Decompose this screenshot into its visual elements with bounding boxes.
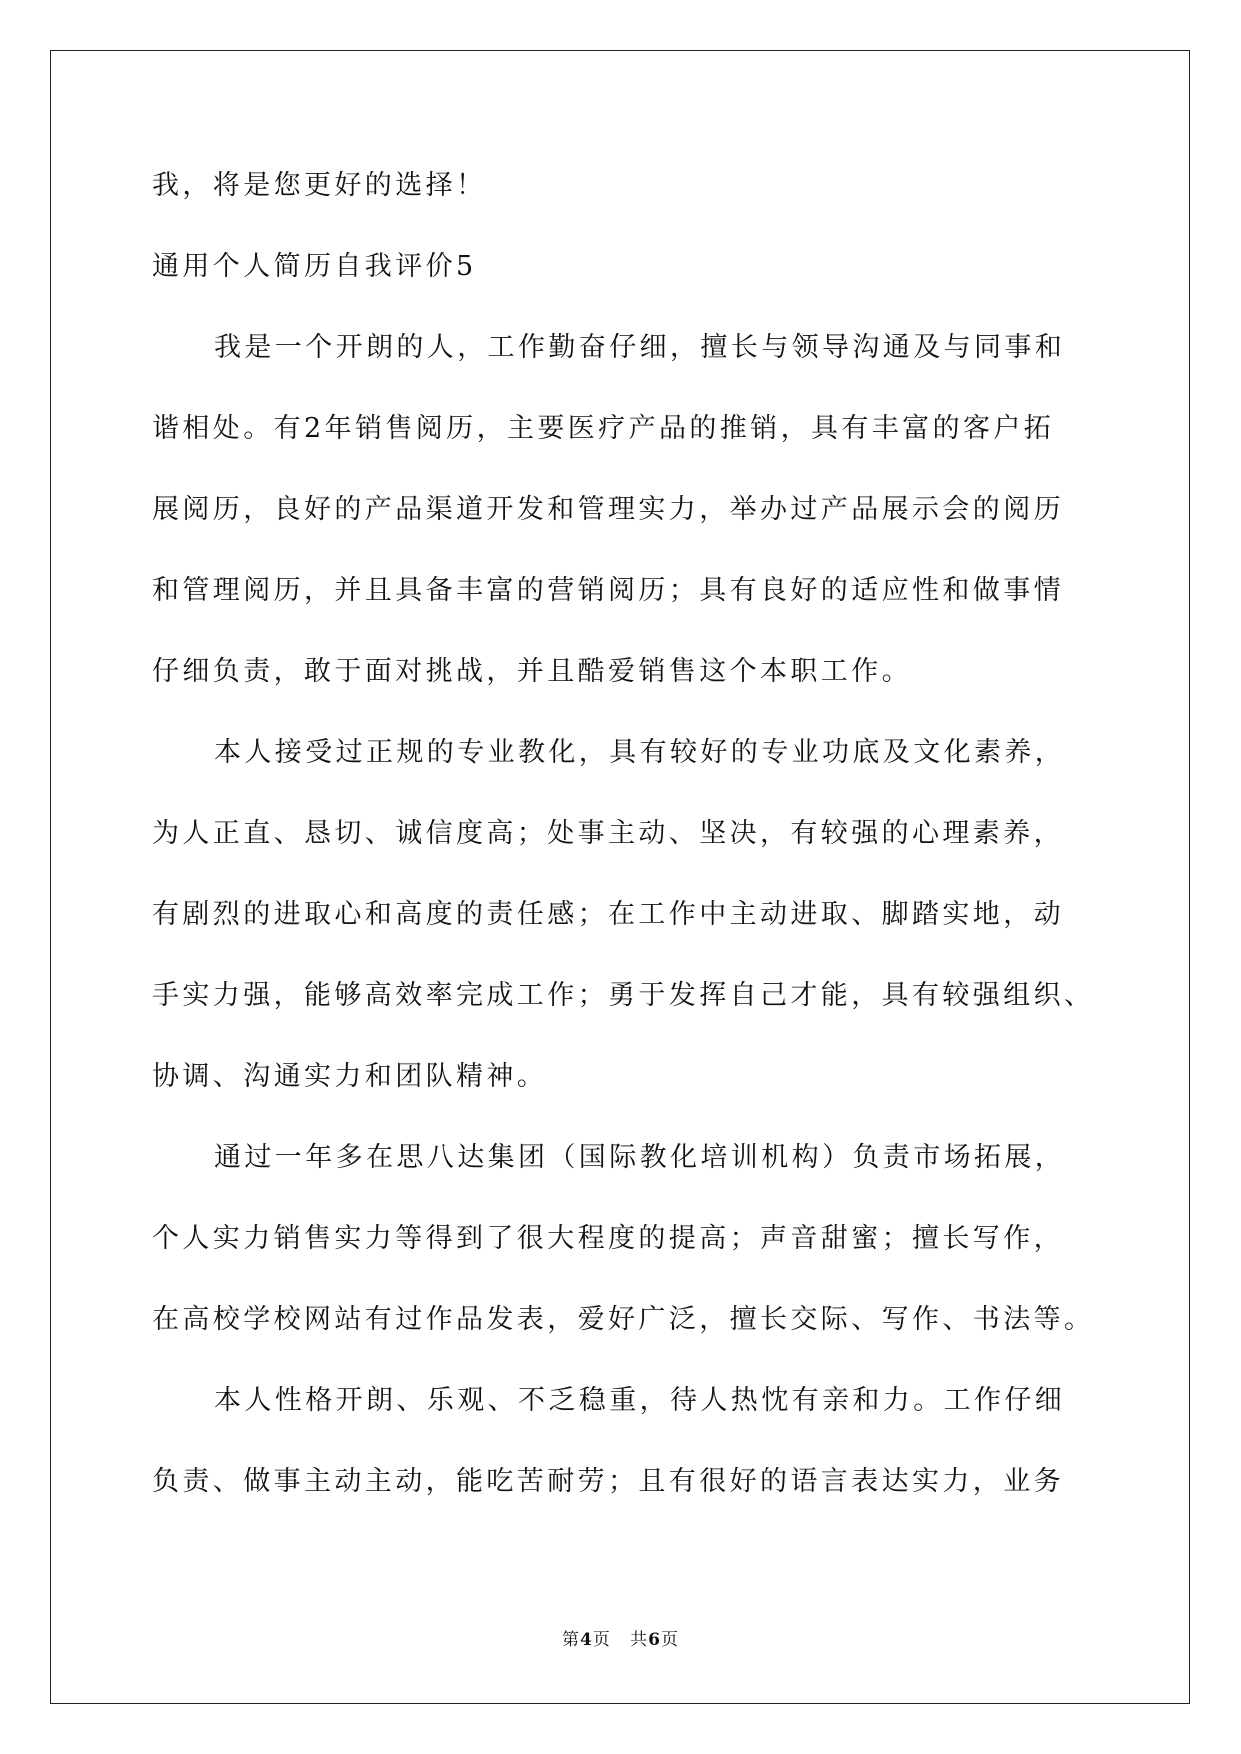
paragraph-line: 谐相处。有2年销售阅历，主要医疗产品的推销，具有丰富的客户拓 bbox=[152, 413, 1055, 444]
paragraph-line: 有剧烈的进取心和高度的责任感；在工作中主动进取、脚踏实地，动 bbox=[152, 899, 1064, 930]
paragraph-line: 协调、沟通实力和团队精神。 bbox=[152, 1061, 548, 1092]
current-page-number: 4 bbox=[580, 1630, 593, 1650]
footer-suffix: 页 bbox=[660, 1630, 679, 1650]
document-body bbox=[152, 166, 1095, 1502]
paragraph-line: 展阅历，良好的产品渠道开发和管理实力，举办过产品展示会的阅历 bbox=[152, 494, 1064, 525]
footer-prefix: 第 bbox=[562, 1630, 581, 1650]
section-heading: 通用个人简历自我评价5 bbox=[152, 251, 477, 282]
paragraph-line: 本人性格开朗、乐观、不乏稳重，待人热忱有亲和力。工作仔细 bbox=[214, 1385, 1066, 1416]
paragraph-line: 仔细负责，敢于面对挑战，并且酷爱销售这个本职工作。 bbox=[152, 656, 912, 687]
text-line: 我，将是您更好的选择！ bbox=[152, 170, 487, 201]
paragraph-line: 个人实力销售实力等得到了很大程度的提高；声音甜蜜；擅长写作， bbox=[152, 1223, 1064, 1254]
paragraph-line: 为人正直、恳切、诚信度高；处事主动、坚决，有较强的心理素养， bbox=[152, 818, 1064, 849]
paragraph-line: 负责、做事主动主动，能吃苦耐劳；且有很好的语言表达实力，业务 bbox=[152, 1466, 1064, 1497]
total-page-count: 6 bbox=[648, 1630, 661, 1650]
page-footer bbox=[0, 1628, 1241, 1652]
paragraph-line: 手实力强，能够高效率完成工作；勇于发挥自己才能，具有较强组织、 bbox=[152, 980, 1095, 1011]
paragraph-line: 我是一个开朗的人，工作勤奋仔细，擅长与领导沟通及与同事和 bbox=[214, 332, 1066, 363]
footer-middle: 页 共 bbox=[592, 1630, 649, 1650]
paragraph-line: 和管理阅历，并且具备丰富的营销阅历；具有良好的适应性和做事情 bbox=[152, 575, 1064, 606]
paragraph-line: 通过一年多在思八达集团（国际教化培训机构）负责市场拓展， bbox=[214, 1142, 1066, 1173]
paragraph-line: 在高校学校网站有过作品发表，爱好广泛，擅长交际、写作、书法等。 bbox=[152, 1304, 1095, 1335]
paragraph-line: 本人接受过正规的专业教化，具有较好的专业功底及文化素养， bbox=[214, 737, 1066, 768]
